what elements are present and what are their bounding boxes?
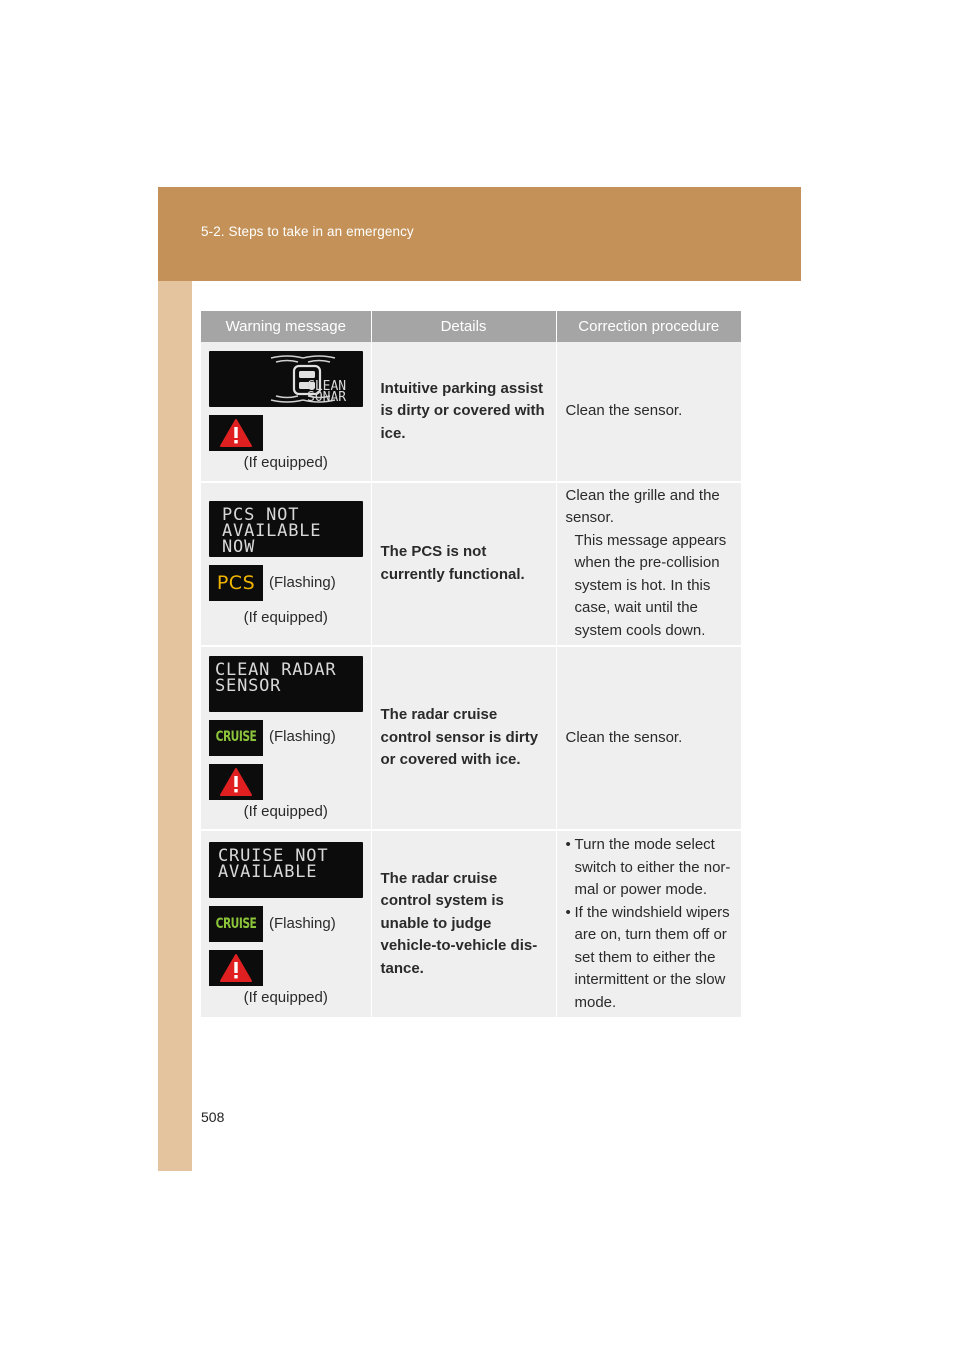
display-text: PCS NOT AVAILABLE NOW bbox=[222, 504, 322, 557]
details-cell: The radar cruise control system is unable to judge vehicle-to-vehicle dis-tance. bbox=[371, 830, 556, 1018]
table-row bbox=[201, 482, 741, 646]
table-row bbox=[201, 646, 741, 831]
table-header-row bbox=[201, 311, 741, 342]
details-cell: The PCS is not currently functional. bbox=[371, 482, 556, 646]
if-equipped-note: (If equipped) bbox=[243, 988, 328, 1006]
cruise-indicator-text: CRUISE bbox=[215, 915, 257, 932]
display-text: CRUISE NOT AVAILABLE bbox=[218, 845, 329, 882]
display-text: CLEAN SONAR bbox=[307, 379, 347, 405]
correction-note: This message appears when the pre-collision system is hot. In this case, wait until the system cools down. bbox=[574, 531, 727, 639]
warning-light bbox=[209, 950, 263, 986]
warning-message-cell bbox=[201, 482, 371, 646]
cruise-indicator-light bbox=[209, 906, 263, 942]
correction-cell: Clean the sensor. bbox=[556, 646, 741, 831]
correction-cell bbox=[556, 482, 741, 646]
cruise-not-available-display bbox=[209, 842, 363, 898]
column-header-details: Details bbox=[371, 311, 556, 342]
display-text: CLEAN RADAR SENSOR bbox=[215, 659, 337, 696]
page-number: 508 bbox=[201, 1109, 225, 1125]
if-equipped-note: (If equipped) bbox=[243, 608, 328, 626]
cruise-indicator-light bbox=[209, 720, 263, 756]
if-equipped-note: (If equipped) bbox=[243, 802, 328, 820]
warning-triangle-icon bbox=[219, 418, 253, 448]
flashing-label: (Flashing) bbox=[269, 573, 336, 591]
warning-message-cell bbox=[201, 342, 371, 482]
warning-message-cell bbox=[201, 830, 371, 1018]
details-cell: The radar cruise control sensor is dirty or covered with ice. bbox=[371, 646, 556, 831]
side-margin-bar bbox=[158, 187, 192, 1171]
pcs-warning-light bbox=[209, 565, 263, 601]
flashing-label: (Flashing) bbox=[269, 914, 336, 932]
correction-text: Clean the grille and the sensor. bbox=[565, 486, 720, 527]
table-row bbox=[201, 830, 741, 1018]
column-header-correction-procedure: Correction procedure bbox=[556, 311, 741, 342]
list-item: • Turn the mode select switch to either the nor-mal or power mode. bbox=[565, 836, 731, 898]
pcs-indicator-text: PCS bbox=[216, 571, 256, 594]
warning-light bbox=[209, 764, 263, 800]
column-header-warning-message: Warning message bbox=[201, 311, 371, 342]
warning-triangle-icon bbox=[219, 953, 253, 983]
warning-message-table bbox=[201, 311, 741, 1019]
table-row bbox=[201, 342, 741, 482]
bullet: • bbox=[565, 903, 571, 921]
correction-cell bbox=[556, 830, 741, 1018]
warning-triangle-icon bbox=[219, 767, 253, 797]
pcs-not-available-display bbox=[209, 501, 363, 557]
cruise-indicator-text: CRUISE bbox=[215, 729, 257, 746]
if-equipped-note: (If equipped) bbox=[243, 454, 328, 471]
details-cell: Intuitive parking assist is dirty or covered with ice. bbox=[371, 342, 556, 482]
correction-list bbox=[566, 834, 737, 1014]
flashing-label: (Flashing) bbox=[269, 728, 336, 746]
section-title: 5-2. Steps to take in an emergency bbox=[201, 224, 414, 239]
correction-cell: Clean the sensor. bbox=[556, 342, 741, 482]
clean-radar-sensor-display bbox=[209, 656, 363, 712]
list-item: • If the windshield wipers are on, turn them off or set them to either the intermittent or the slow mode. bbox=[565, 903, 730, 1011]
bullet: • bbox=[565, 836, 571, 853]
warning-message-cell bbox=[201, 646, 371, 831]
clean-sonar-display bbox=[209, 351, 363, 407]
warning-light bbox=[209, 415, 263, 451]
